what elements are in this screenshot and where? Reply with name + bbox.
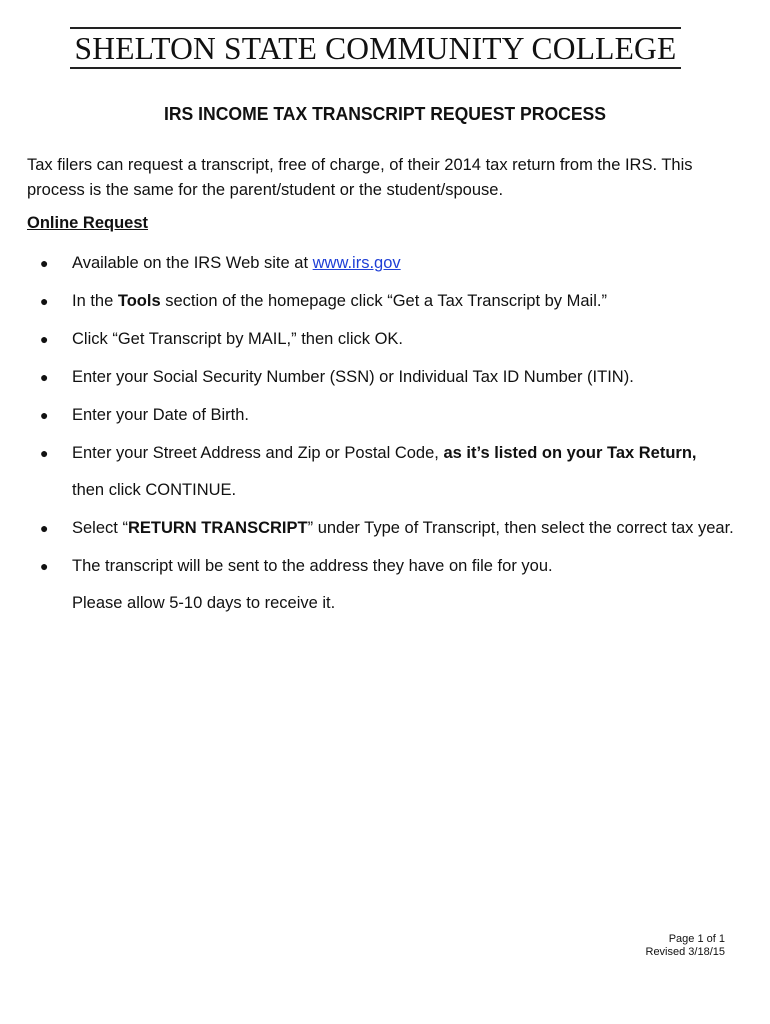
bullet-icon: ●	[40, 255, 49, 271]
online-request-heading: Online Request	[27, 214, 149, 232]
step-text: The transcript will be sent to the address they have on file for you.	[72, 557, 553, 575]
step-text: Click “Get Transcript by MAIL,” then click OK.	[72, 330, 403, 348]
tools-emphasis: Tools	[117, 292, 161, 310]
revision-date: Revised 3/18/15	[645, 946, 725, 958]
step-text: Enter your Social Security Number (SSN) or Individual Tax ID Number (ITIN).	[72, 368, 634, 386]
page-number: Page 1 of 1	[668, 933, 725, 945]
college-masthead	[70, 27, 681, 69]
step-text: section of the homepage click “Get a Tax Transcript by Mail.”	[160, 292, 607, 310]
irs-website-link[interactable]: www.irs.gov	[312, 254, 401, 272]
step-text: ” under Type of Transcript, then select the correct tax year.	[307, 519, 734, 537]
bullet-icon: ●	[40, 293, 49, 309]
masthead-bottom-rule	[70, 67, 681, 69]
return-transcript-emphasis: RETURN TRANSCRIPT	[127, 519, 308, 537]
bullet-icon: ●	[40, 520, 49, 536]
step-continuation: then click CONTINUE.	[72, 481, 237, 499]
document-title: IRS INCOME TAX TRANSCRIPT REQUEST PROCESS	[163, 103, 607, 124]
college-name: SHELTON STATE COMMUNITY COLLEGE	[74, 31, 677, 66]
bullet-icon: ●	[40, 331, 49, 347]
bullet-icon: ●	[40, 407, 49, 423]
step-continuation: Please allow 5-10 days to receive it.	[72, 594, 336, 612]
intro-paragraph: Tax filers can request a transcript, free of charge, of their 2014 tax return from the IRS. This process is the same for the parent/student or the student/spouse.	[27, 156, 693, 199]
step-text: Available on the IRS Web site at	[72, 254, 313, 272]
bullet-icon: ●	[40, 369, 49, 385]
bullet-icon: ●	[40, 445, 49, 461]
step-text: In the	[72, 292, 118, 310]
step-text: Select “	[72, 519, 128, 537]
step-text: Enter your Street Address and Zip or Postal Code,	[72, 444, 444, 462]
bullet-icon: ●	[40, 558, 49, 574]
step-text: Enter your Date of Birth.	[72, 406, 249, 424]
tax-return-emphasis: as it’s listed on your Tax Return,	[443, 444, 697, 462]
page-footer	[646, 933, 726, 959]
